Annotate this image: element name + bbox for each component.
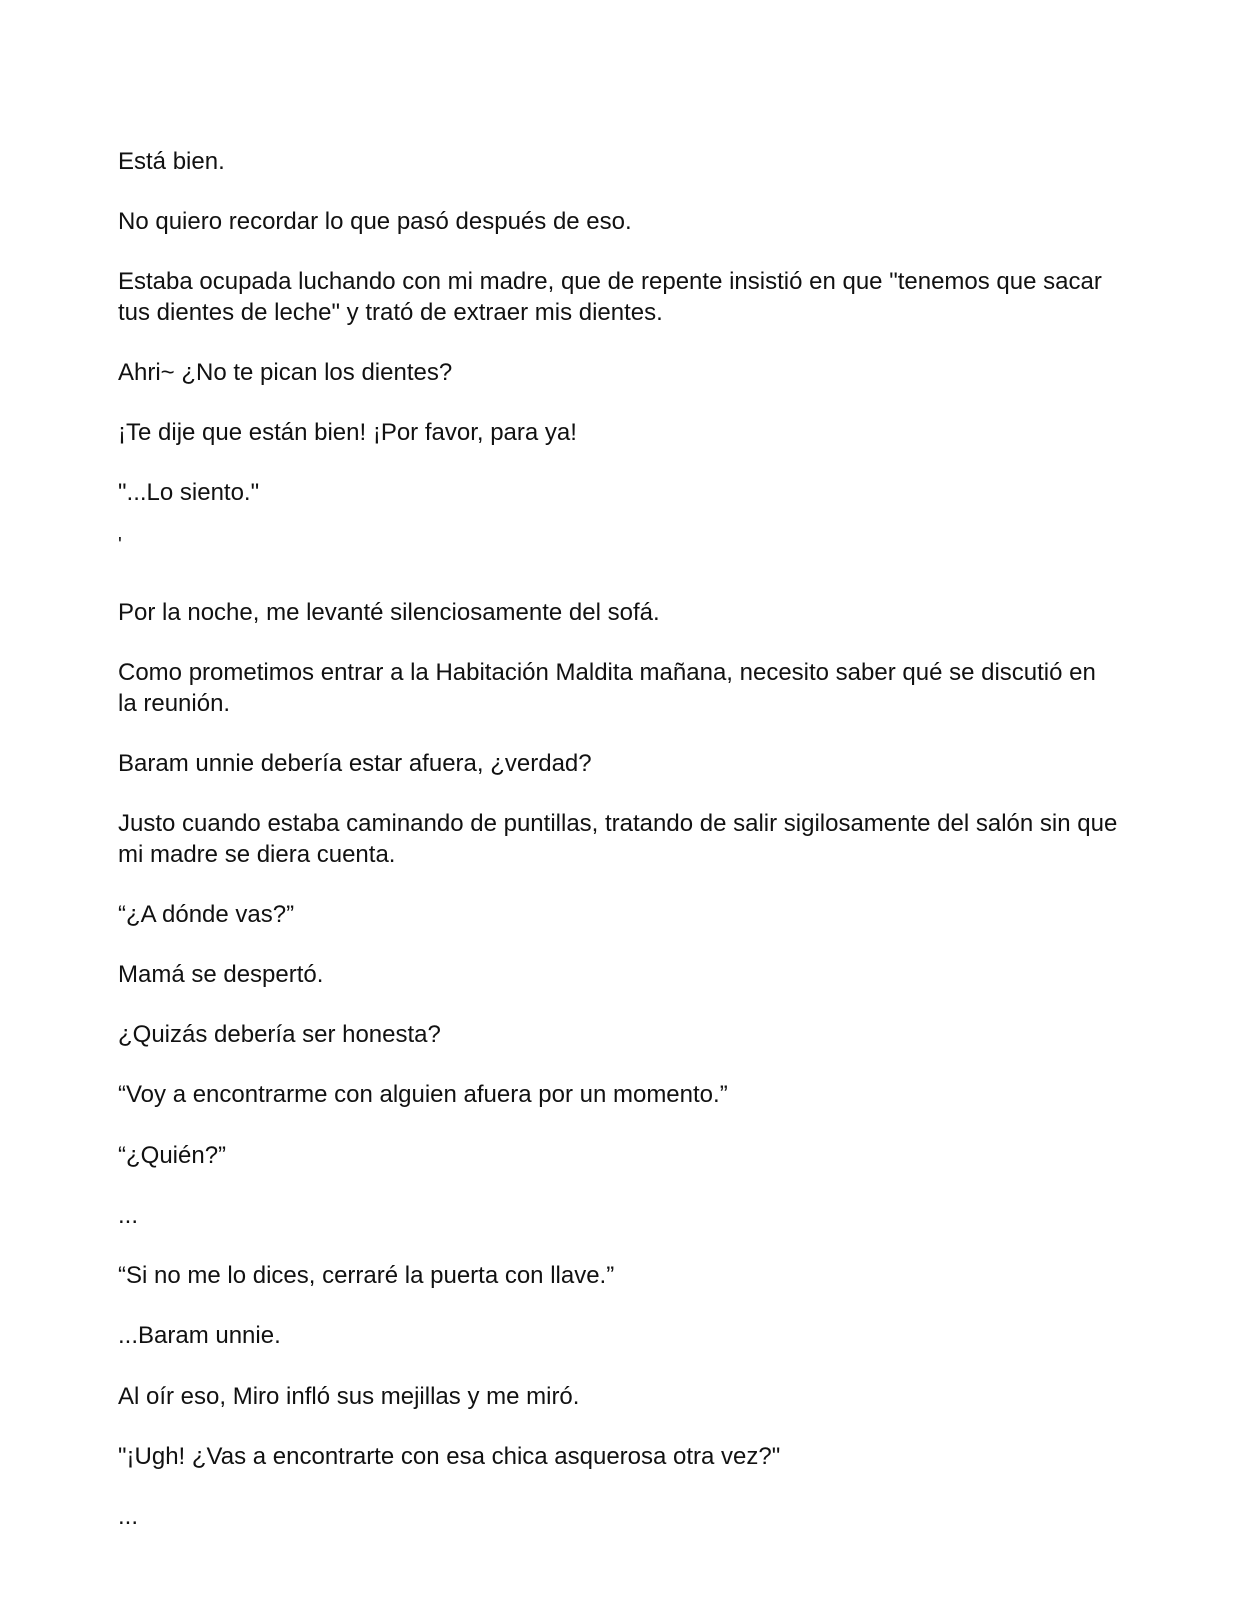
- paragraph: Por la noche, me levanté silenciosamente del sofá.: [118, 599, 660, 626]
- paragraph: “¿A dónde vas?”: [118, 901, 295, 928]
- paragraph: “¿Quién?”: [118, 1142, 227, 1169]
- paragraph: "¡Ugh! ¿Vas a encontrarte con esa chica asquerosa otra vez?": [118, 1443, 781, 1470]
- paragraph: Al oír eso, Miro infló sus mejillas y me miró.: [118, 1383, 580, 1410]
- paragraph: ...: [118, 1503, 139, 1530]
- paragraph: Como prometimos entrar a la Habitación Maldita mañana, necesito saber qué se discutió en la reunión.: [118, 659, 1096, 717]
- paragraph: Mamá se despertó.: [118, 961, 324, 988]
- paragraph: ...Baram unnie.: [118, 1322, 281, 1349]
- paragraph: "...Lo siento.": [118, 479, 260, 506]
- paragraph: ¿Quizás debería ser honesta?: [118, 1021, 441, 1048]
- paragraph: ...: [118, 1202, 139, 1229]
- paragraph: ': [118, 534, 122, 556]
- paragraph: No quiero recordar lo que pasó después de eso.: [118, 208, 632, 235]
- paragraph: “Voy a encontrarme con alguien afuera por un momento.”: [118, 1081, 728, 1108]
- paragraph: ¡Te dije que están bien! ¡Por favor, para ya!: [118, 419, 577, 446]
- paragraph: “Si no me lo dices, cerraré la puerta con llave.”: [118, 1262, 615, 1289]
- paragraph: Está bien.: [118, 148, 225, 175]
- paragraph: Estaba ocupada luchando con mi madre, que de repente insistió en que "tenemos que sacar tus dientes de leche" y trató de extraer mis dientes.: [118, 268, 1102, 326]
- paragraph: Ahri~ ¿No te pican los dientes?: [118, 359, 453, 386]
- paragraph: Baram unnie debería estar afuera, ¿verdad?: [118, 750, 592, 777]
- paragraph: Justo cuando estaba caminando de puntillas, tratando de salir sigilosamente del salón sin que mi madre se diera cuenta.: [118, 810, 1118, 868]
